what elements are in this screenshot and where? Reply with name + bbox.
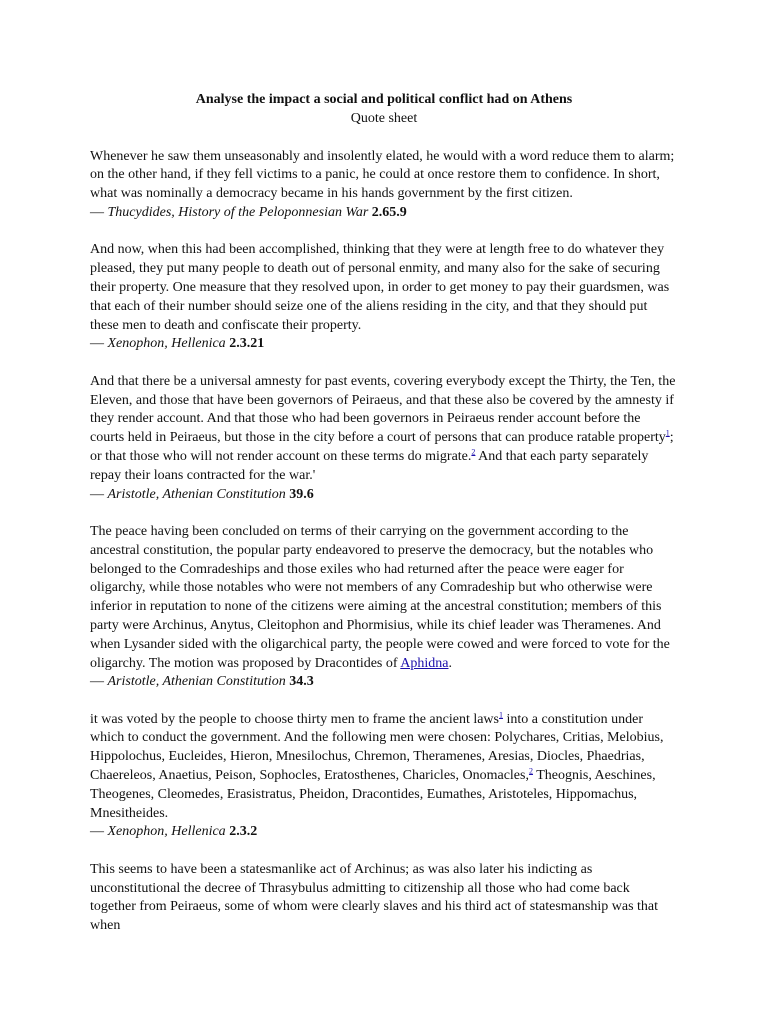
quote-block — [90, 373, 678, 505]
attribution-dash: — — [90, 486, 108, 502]
quote-sheet-page — [90, 91, 678, 955]
aphidna-link[interactable]: Aphidna — [400, 655, 449, 671]
source-reference: 2.3.21 — [229, 336, 265, 352]
quote-block — [90, 711, 678, 843]
quote-text: Whenever he saw them unseasonably and insolently elated, he would with a word reduce them to alarm; on the other hand, if they fell victims to a panic, he could at once restore them to confidence. In short, what was nominally a democracy became in his hands government by the first citizen. — [90, 148, 675, 202]
quote-block — [90, 148, 678, 223]
attribution-dash: — — [90, 336, 108, 352]
source-reference: 2.3.2 — [229, 824, 258, 840]
quote-block — [90, 523, 678, 692]
quote-attribution — [90, 486, 678, 505]
quote-text: And now, when this had been accomplished, thinking that they were at length free to do whatever they pleased, they put many people to death out of personal enmity, and many also for the sake of securing their property. One measure that they resolved upon, in order to get money to pay their guardsmen, was that each of their number should seize one of the aliens residing in the city, and that they should put these men to death and confiscate their property. — [90, 242, 670, 333]
source-reference: 39.6 — [289, 486, 314, 502]
footnote-link[interactable]: 1 — [499, 710, 503, 720]
quote-text — [90, 373, 678, 486]
source-reference: 2.65.9 — [371, 204, 407, 220]
quote-block — [90, 861, 678, 936]
footnote-link[interactable]: 1 — [665, 428, 670, 438]
quote-attribution — [90, 204, 678, 223]
source-title: Thucydides, History of the Peloponnesian War — [107, 204, 369, 220]
quote-text-part: ; or that those who will not render account on these terms do migrate. — [90, 430, 674, 464]
quote-attribution — [90, 335, 678, 354]
quote-text-part: it was voted by the people to choose thirty men to frame the ancient laws — [90, 711, 499, 727]
quote-text — [90, 523, 678, 673]
quote-text-part: into a constitution under which to conduct the government. And the following men were chosen: Polychares, Critias, Melobius, Hippolochus, Eucleides, Hieron, Mnesilochus, Chremon, Theramenes, Aresias, Diocles, Phaedrias, Chaereleos, Anaetius, Peison, Sophocles, Eratosthenes, Charicles, Onomacles, — [90, 711, 664, 784]
attribution-dash: — — [90, 824, 108, 840]
quote-text-part: And that each party separately repay their loans contracted for the war.' — [90, 448, 649, 483]
source-title: Xenophon, Hellenica — [107, 824, 226, 840]
quote-text-part: The peace having been concluded on terms of their carrying on the government according to the ancestral constitution, the popular party endeavored to preserve the democracy, but the notables who belonged to the Comradeships and those exiles who had returned after the peace were eager for oligarchy, while those notables who were not members of any Comradeship but who otherwise were inferior in reputation to none of the citizens were aiming at the ancestral constitution; members of this party were Archinus, Anytus, Cleitophon and Phormisius, while its chief leader was Theramenes. And when Lysander sided with the oligarchical party, the people were cowed and were forced to vote for the oligarchy. The motion was proposed by Dracontides of — [90, 523, 670, 671]
footnote-link[interactable]: 2 — [471, 447, 476, 457]
attribution-dash: — — [90, 674, 108, 690]
page-title: Analyse the impact a social and political conflict had on Athens — [195, 92, 573, 107]
footnote-link[interactable]: 2 — [528, 766, 533, 776]
quote-text-part: And that there be a universal amnesty for past events, covering everybody except the Thirty, the Ten, the Eleven, and those that have been governors of Peiraeus, and that these also be covered by the amnesty if they render account. And that those who had been governors in Peiraeus render account before the courts held in Peiraeus, but those in the city before a court of persons that can produce ratable property — [90, 373, 676, 446]
page-subtitle: Quote sheet — [350, 110, 418, 126]
quote-text-part: Theognis, Aeschines, Theogenes, Cleomedes, Erasistratus, Pheidon, Dracontides, Eumathes, Aristoteles, Hippomachus, Mnesitheides. — [90, 768, 656, 821]
quote-attribution — [90, 673, 678, 692]
quote-block — [90, 241, 678, 354]
source-title: Xenophon, Hellenica — [107, 336, 226, 352]
source-reference: 34.3 — [289, 674, 314, 690]
quote-text — [90, 711, 678, 824]
source-title: Aristotle, Athenian Constitution — [107, 486, 286, 502]
attribution-dash: — — [90, 204, 108, 220]
source-title: Aristotle, Athenian Constitution — [107, 674, 286, 690]
quote-attribution — [90, 823, 678, 842]
quote-text-part: . — [448, 655, 452, 671]
quote-text: This seems to have been a statesmanlike act of Archinus; as was also later his indicting as unconstitutional the decree of Thrasybulus admitting to citizenship all those who had come back together from Peiraeus, some of whom were clearly slaves and his third act of statesmanship was that when — [90, 861, 659, 934]
